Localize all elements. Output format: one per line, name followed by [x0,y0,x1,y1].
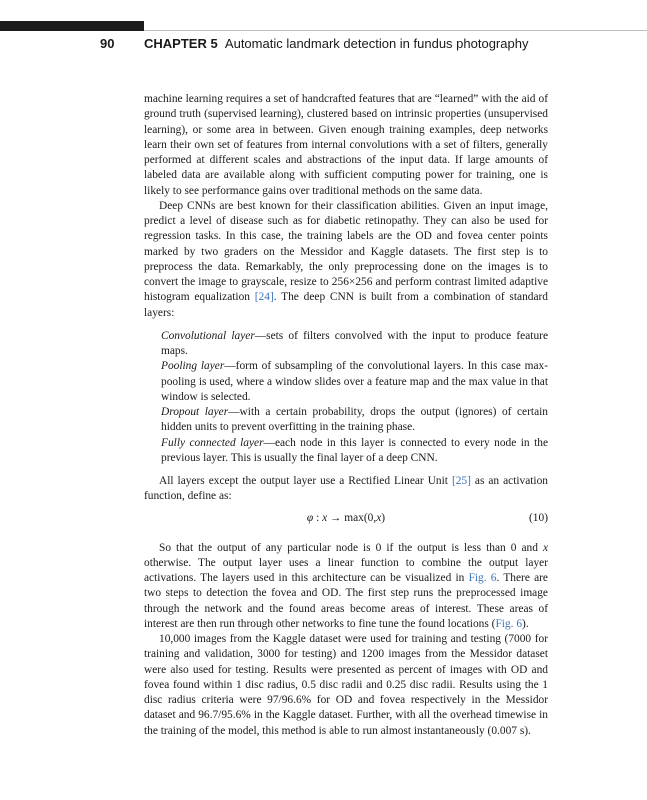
term-dropout: Dropout layer [161,406,229,418]
paragraph-4-text-d: ). [522,617,529,630]
citation-link-25[interactable]: [25] [451,475,471,487]
paragraph-2-text-b: . The deep CNN is built from a combination of standard layers: [144,291,549,319]
paragraph-4 [144,541,548,633]
header-rule [144,30,647,31]
paragraph-3-text-a: All layers except the output layer use a Rectified Linear Unit [159,475,452,487]
equation-body [144,511,548,526]
paragraph-1: machine learning requires a set of handcrafted features that are “learned” with the aid of ground truth (supervised learning), clustered based on intrinsic properties (unsupervised learning), or some area in between. Given enough training examples, deep networks learn their own set of features from internal convolutions with a set of filters, generally performed at different scales and abstractions of the input data. If large amounts of labeled data are available along with sufficient computing power for training, one is likely to see performance gains over traditional methods on the same data. [144,93,548,197]
chapter-title: Automatic landmark detection in fundus photography [224,36,529,51]
term-convolutional: Convolutional layer [161,329,255,342]
paragraph-4-text-a: So that the output of any particular node is 0 if the output is less than 0 and [159,541,543,554]
term-fully-connected: Fully connected layer [161,436,264,449]
eq-max: max [344,511,364,524]
eq-x-arg: x [376,511,382,524]
chapter-heading [144,36,528,51]
eq-colon: : [313,511,323,524]
eq-close: ) [381,511,386,524]
equation-10 [144,509,548,531]
list-item-dropout [161,405,548,436]
eq-phi: φ [306,511,314,524]
eq-arrow: → [327,511,345,524]
eq-args: (0, [363,511,377,524]
eq-x: x [322,511,328,524]
running-head [0,35,647,55]
paragraph-3-text-b: as an activation function, define as: [144,475,548,503]
body-text [144,92,548,739]
list-item-fully-connected [161,436,548,467]
paragraph-4-text-c: . There are two steps to detection the fovea and OD. The first step runs the preprocessed image through the network and the found areas become areas of interest. These areas of interest are then run through other networks to fine tune the found locations ( [144,572,548,630]
paragraph-5: 10,000 images from the Kaggle dataset were used for training and testing (7000 for training and validation, 3000 for testing) and 1200 images from the Messidor dataset were also used for testing. Results were presented as percent of images with OD and fovea found within 1 disc radius, 0.5 disc radii and 0.25 disc radii. Results using the 1 disc radius criteria were 97/96.6% for OD and fovea respectively in the Messidor dataset and 96.7/95.6% in the Kaggle dataset. Further, with all the overhead timewise in the training of the model, this method is able to run almost instantaneously (0.007 s). [144,633,548,737]
page-number: 90 [100,36,115,51]
layer-list [161,329,548,466]
paragraph-2-text-a: Deep CNNs are best known for their classification abilities. Given an input image, predict a level of disease such as for diabetic retinopathy. They can also be used for regression tasks. In this case, the training labels are the OD and fovea center points marked by two graders on the Messidor and Kaggle datasets. The first step is to preprocess the data. Remarkably, the only preprocessing done on the images is to convert the image to grayscale, resize to 256×256 and perform contrast limited adaptive histogram equalization [144,199,548,304]
list-item-pooling [161,359,548,405]
paragraph-4-var-x: x [542,541,548,554]
chapter-label: CHAPTER 5 [144,36,218,51]
list-item-convolutional [161,329,548,360]
desc-pooling: —form of subsampling of the convolutional layers. In this case max-pooling is used, where a window slides over a feature map and the max value in that window is selected. [161,360,548,403]
citation-link-24[interactable]: [24] [254,291,274,304]
figure-link-6-second[interactable]: Fig. 6 [495,617,523,630]
equation-number: (10) [529,511,548,524]
paragraph-2 [144,199,548,321]
paragraph-4-text-b: otherwise. The output layer uses a linear function to combine the output layer activations. The layers used in this architecture can be visualized in [144,556,548,584]
paragraph-3 [144,474,548,505]
desc-dropout: —with a certain probability, drops the output (ignores) of certain hidden units to prevent overfitting in the training phase. [161,406,548,434]
term-pooling: Pooling layer [161,360,225,373]
figure-link-6[interactable]: Fig. 6 [468,572,497,584]
desc-fully-connected: —each node in this layer is connected to every node in the previous layer. This is usually the final layer of a deep CNN. [161,436,548,464]
desc-convolutional: —sets of filters convolved with the input to produce feature maps. [161,329,549,357]
header-bar [0,21,144,31]
